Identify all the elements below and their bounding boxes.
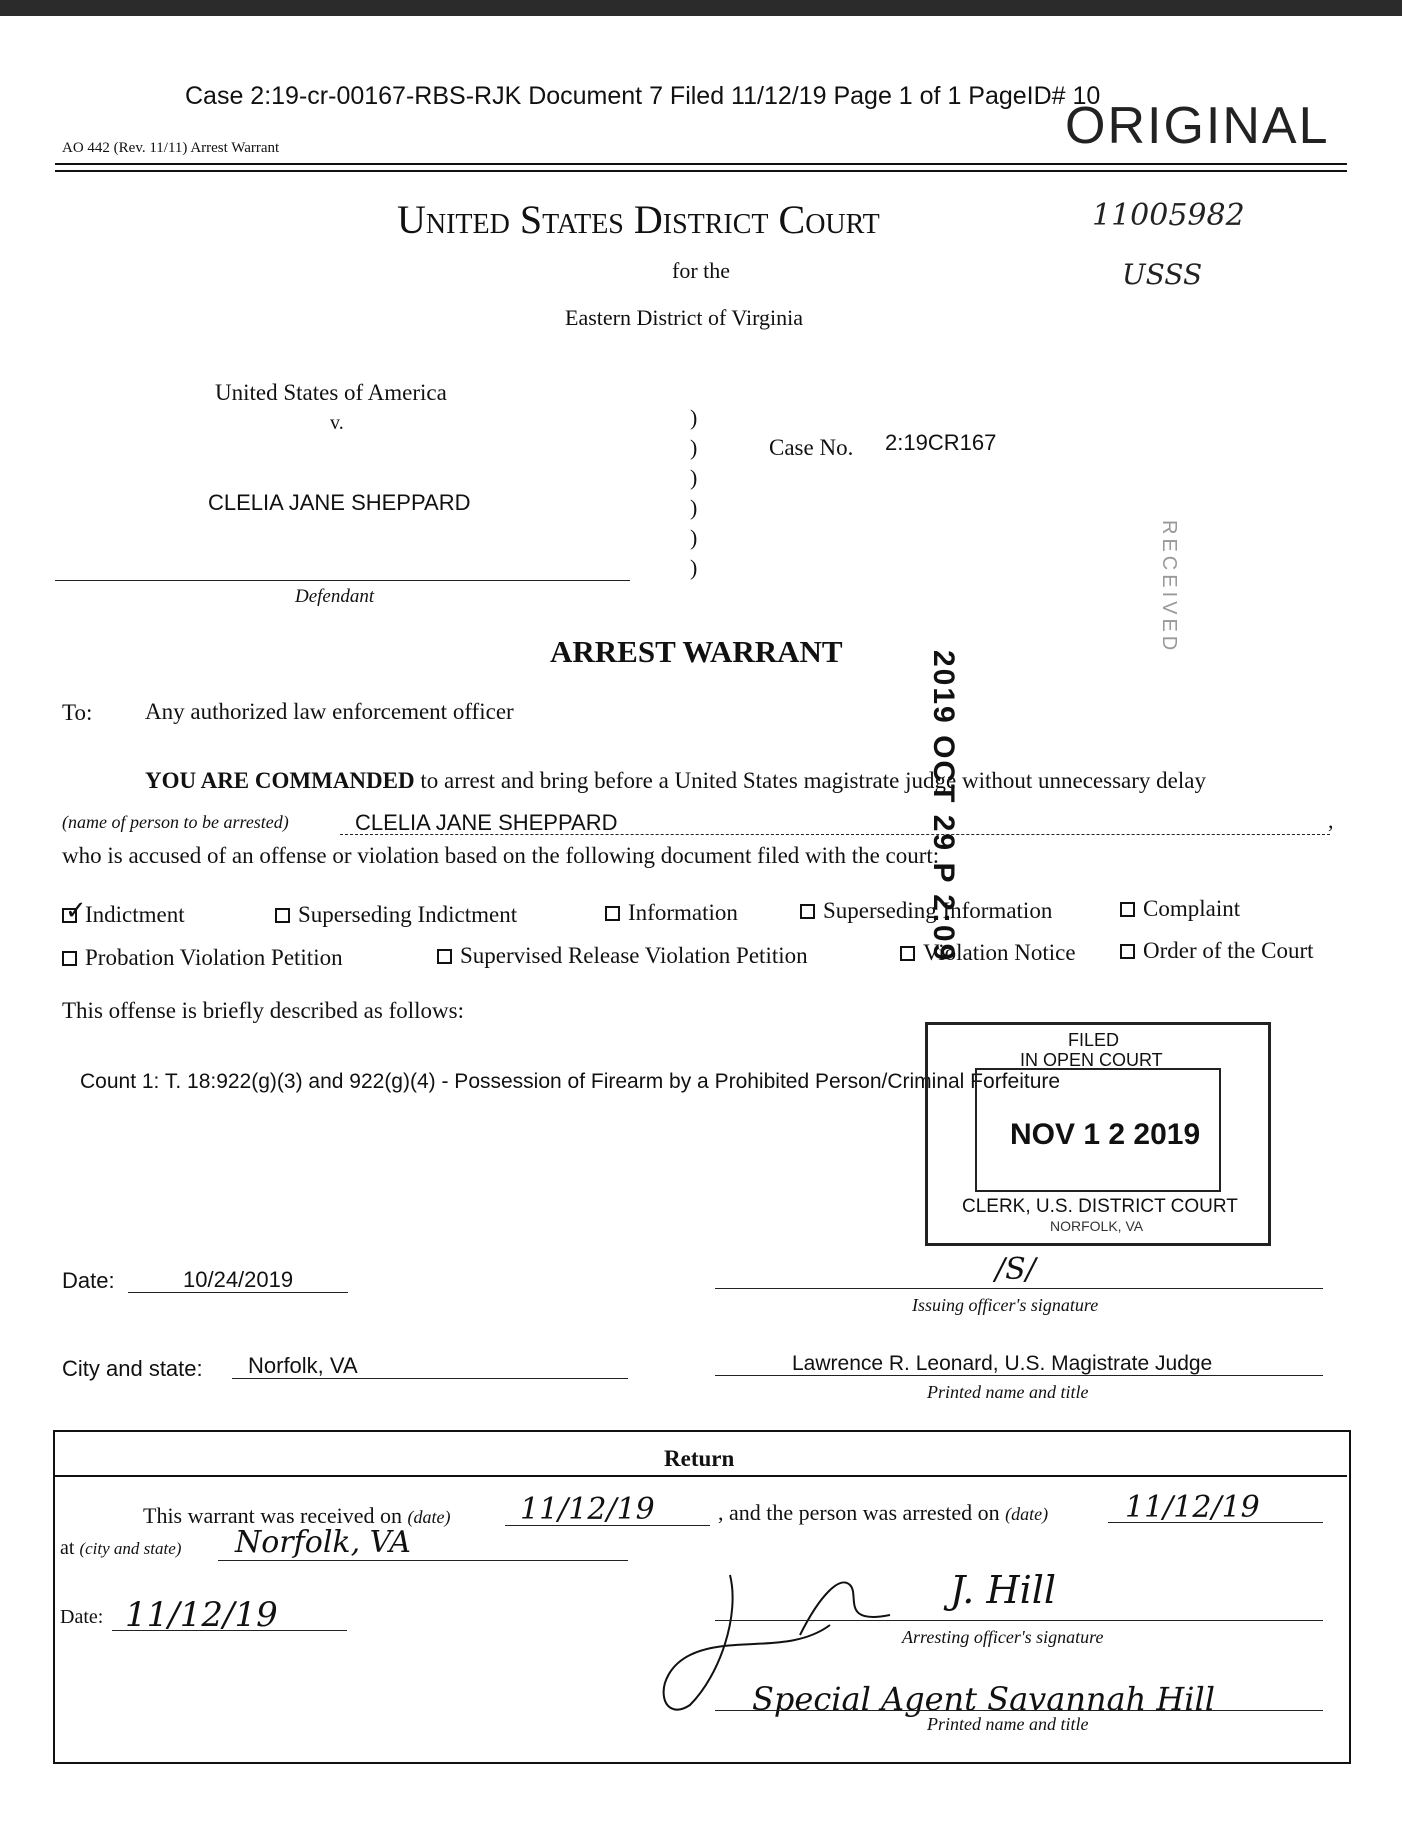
case-no-label: Case No. <box>769 435 854 460</box>
checkbox-icon[interactable] <box>1120 944 1135 959</box>
case-no: 2:19CR167 <box>885 430 997 455</box>
checkbox-icon[interactable] <box>275 908 290 923</box>
doc-complaint[interactable]: Complaint <box>1120 896 1240 922</box>
case-header-line: Case 2:19-cr-00167-RBS-RJK Document 7 Filed 11/12/19 Page 1 of 1 PageID# 10 <box>185 82 1101 110</box>
issuing-signature-label: Issuing officer's signature <box>912 1295 1099 1315</box>
officer-name-label: Printed name and title <box>927 1714 1089 1734</box>
checkbox-icon[interactable] <box>800 904 815 919</box>
issue-date-value: 10/24/2019 <box>183 1267 294 1292</box>
accused-line: who is accused of an offense or violation based on the following document filed with the court: <box>62 843 940 868</box>
paren: ) <box>690 555 698 580</box>
versus: v. <box>330 412 344 434</box>
doc-superseding-indictment[interactable]: Superseding Indictment <box>275 902 517 928</box>
received-date-hint: (date) <box>407 1507 451 1527</box>
arrest-place <box>60 1537 181 1560</box>
issue-date-label: Date: <box>62 1268 115 1293</box>
doc-order-of-court[interactable]: Order of the Court <box>1120 938 1314 964</box>
command-lead: YOU ARE COMMANDED <box>145 768 415 793</box>
arrest-city-line <box>218 1560 628 1561</box>
to-label: To: <box>62 700 93 725</box>
paren: ) <box>690 435 698 460</box>
name-comma: , <box>1328 808 1334 833</box>
filed-place: NORFOLK, VA <box>1050 1218 1144 1234</box>
defendant-line <box>55 580 630 581</box>
city-label: City and state: <box>62 1356 203 1381</box>
doc-indictment[interactable]: ✓Indictment <box>62 902 185 928</box>
checkbox-icon[interactable] <box>437 949 452 964</box>
judge-name-line <box>715 1375 1323 1376</box>
original-stamp: ORIGINAL <box>1065 97 1330 155</box>
issuing-signature-line <box>715 1288 1323 1289</box>
return-date-line <box>112 1630 347 1631</box>
name-label: (name of person to be arrested) <box>62 812 289 832</box>
city-value: Norfolk, VA <box>248 1353 358 1378</box>
offense-count: Count 1: T. 18:922(g)(3) and 922(g)(4) - Possession of Firearm by a Prohibited Person/Criminal Forfeiture <box>80 1070 1061 1093</box>
filed-line1: FILED <box>1068 1030 1120 1050</box>
court-name: United States District Court <box>397 197 880 242</box>
checkbox-icon[interactable] <box>1120 902 1135 917</box>
received-date[interactable]: 11/12/19 <box>520 1492 655 1527</box>
to-value: Any authorized law enforcement officer <box>145 699 514 724</box>
return-date[interactable]: 11/12/19 <box>125 1595 278 1635</box>
filed-clerk: CLERK, U.S. DISTRICT COURT <box>962 1196 1238 1217</box>
doc-probation-violation[interactable]: Probation Violation Petition <box>62 945 343 971</box>
city-hint: (city and state) <box>79 1539 182 1558</box>
command-rest: to arrest and bring before a United States magistrate judge without unnecessary delay <box>414 768 1206 793</box>
received-text: This warrant was received on <box>143 1503 403 1528</box>
paren: ) <box>690 465 698 490</box>
officer-printed-name[interactable]: Special Agent Savannah Hill <box>752 1680 1215 1718</box>
form-id: AO 442 (Rev. 11/11) Arrest Warrant <box>62 140 280 156</box>
received-date-line <box>505 1525 710 1526</box>
judge-printed-label: Printed name and title <box>927 1382 1089 1402</box>
issue-date-line <box>128 1292 348 1293</box>
doc-supervised-release[interactable]: Supervised Release Violation Petition <box>437 943 808 969</box>
city-line <box>232 1378 628 1379</box>
for-the: for the <box>672 258 731 283</box>
doc-violation-notice[interactable]: Violation Notice <box>900 940 1076 966</box>
filed-line2: IN OPEN COURT <box>1020 1050 1163 1070</box>
top-scan-edge <box>0 0 1402 16</box>
arrested-text: , and the person was arrested on <box>718 1500 1000 1525</box>
command-paragraph <box>145 768 1206 794</box>
offense-intro: This offense is briefly described as follows: <box>62 998 464 1023</box>
defendant-name: CLELIA JANE SHEPPARD <box>208 490 471 515</box>
header-rule-top <box>55 163 1347 165</box>
arrested-date-hint: (date) <box>1005 1504 1049 1524</box>
arrestee-name: CLELIA JANE SHEPPARD <box>355 810 618 835</box>
arrested-date[interactable]: 11/12/19 <box>1125 1490 1260 1525</box>
at-label: at <box>60 1537 75 1559</box>
plaintiff: United States of America <box>215 380 447 405</box>
checkbox-icon[interactable] <box>62 951 77 966</box>
doc-superseding-information[interactable]: Superseding Information <box>800 898 1052 924</box>
checkbox-icon[interactable] <box>605 906 620 921</box>
arrested-date-line <box>1108 1522 1323 1523</box>
checkbox-icon[interactable] <box>900 946 915 961</box>
judge-printed-name: Lawrence R. Leonard, U.S. Magistrate Judge <box>792 1352 1213 1375</box>
doc-information[interactable]: Information <box>605 900 738 926</box>
officer-signature-label: Arresting officer's signature <box>902 1627 1104 1647</box>
district: Eastern District of Virginia <box>565 305 803 330</box>
arrested-on <box>718 1500 1048 1526</box>
document-title: ARREST WARRANT <box>550 634 843 669</box>
officer-signature[interactable]: J. Hill <box>950 1568 1057 1612</box>
return-date-label: Date: <box>60 1606 104 1628</box>
arrest-city[interactable]: Norfolk, VA <box>235 1525 411 1560</box>
officer-name-line <box>715 1710 1323 1711</box>
return-heading: Return <box>664 1446 735 1471</box>
received-stamp-faint: RECEIVED <box>1158 520 1180 655</box>
officer-signature-line <box>715 1620 1323 1621</box>
defendant-label: Defendant <box>295 586 375 607</box>
paren: ) <box>690 495 698 520</box>
margin-note-agency: USSS <box>1122 258 1203 291</box>
name-line <box>340 834 1330 835</box>
header-rule-bottom <box>55 170 1347 172</box>
checkbox-checked-icon[interactable] <box>62 908 77 923</box>
issuing-signature: /S/ <box>995 1252 1036 1287</box>
margin-note-number: 11005982 <box>1092 198 1245 233</box>
received-stamp-datetime: 2019 OCT 29 P 2:09 <box>927 650 960 963</box>
paren: ) <box>690 405 698 430</box>
return-header-rule <box>55 1475 1347 1477</box>
filed-date: NOV 1 2 2019 <box>1010 1118 1201 1151</box>
paren: ) <box>690 525 698 550</box>
